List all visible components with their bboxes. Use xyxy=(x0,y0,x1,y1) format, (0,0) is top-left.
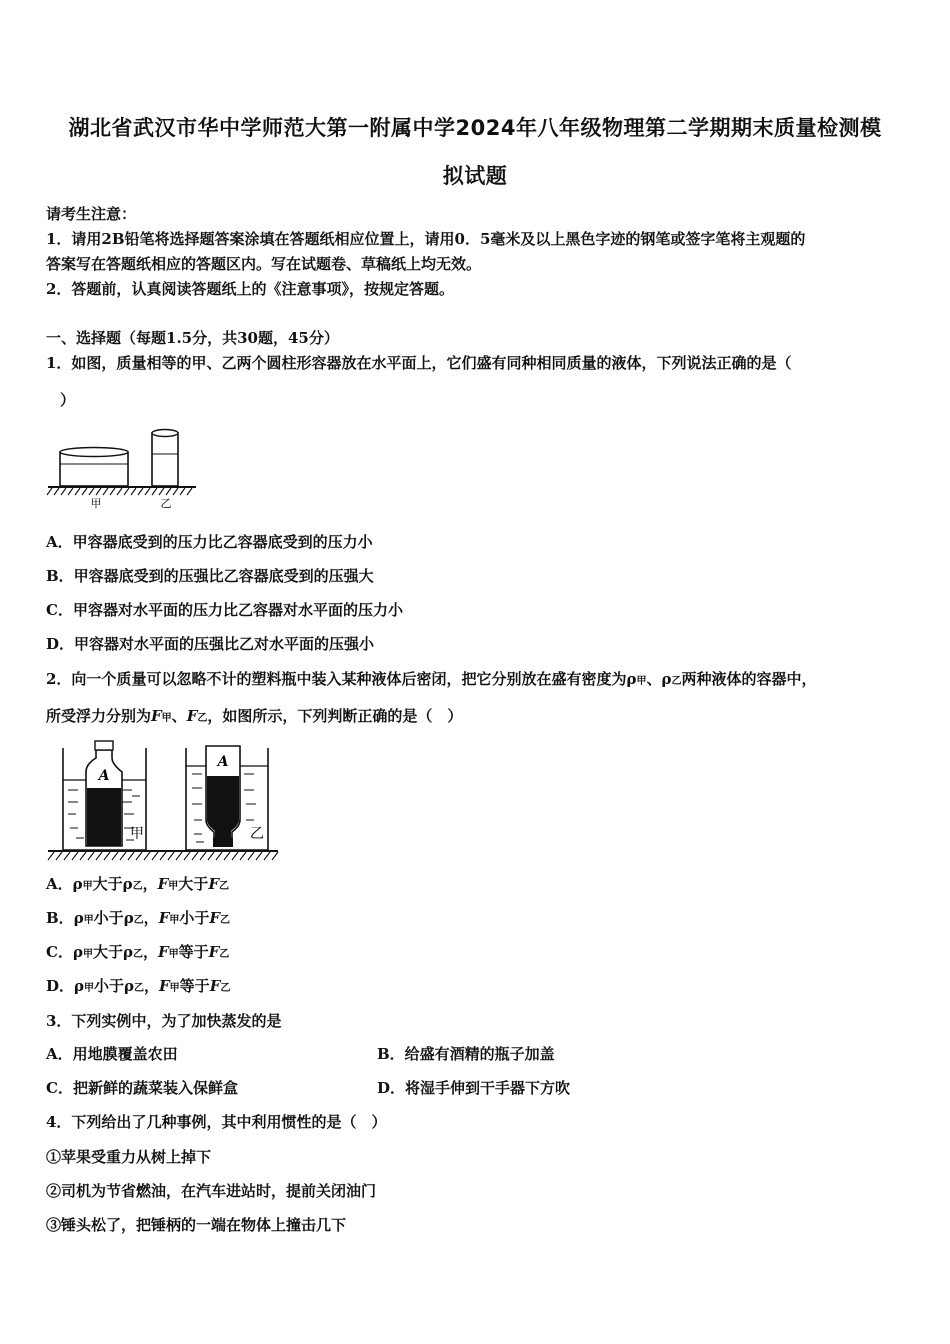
q4-item-1: ①苹果受重力从树上掉下 xyxy=(46,1148,212,1166)
q2-fig-label-yi: 乙 xyxy=(250,826,264,842)
q1-container-jia xyxy=(60,448,128,487)
q1-figure xyxy=(46,428,201,510)
q3-option-d: D．将湿手伸到干手器下方吹 xyxy=(377,1079,571,1097)
q3-option-c: C．把新鲜的蔬菜装入保鲜盒 xyxy=(46,1079,238,1097)
q4-item-2: ②司机为节省燃油，在汽车进站时，提前关闭油门 xyxy=(46,1182,377,1200)
q1-option-c: C．甲容器对水平面的压力比乙容器对水平面的压力小 xyxy=(46,601,403,619)
q2-bottle-jia xyxy=(86,741,122,846)
q1-stem-b: ） xyxy=(60,391,76,409)
q2-stem-a: 2．向一个质量可以忽略不计的塑料瓶中装入某种液体后密闭，把它分别放在盛有密度为ρ甲、ρ乙两种液体的容器中， xyxy=(46,670,817,688)
q1-ground xyxy=(47,487,196,495)
notice-item-1a: 1．请用2B铅笔将选择题答案涂填在答题纸相应位置上，请用0．5毫米及以上黑色字迹的钢笔或签字笔将主观题的 xyxy=(46,230,806,248)
q2-stem-b: 所受浮力分别为F甲、F乙，如图所示，下列判断正确的是（ ） xyxy=(46,707,463,725)
notice-heading: 请考生注意： xyxy=(46,205,137,223)
q2-option-c: C．ρ甲大于ρ乙，F甲等于F乙 xyxy=(46,943,230,961)
q2-option-b: B．ρ甲小于ρ乙，F甲小于F乙 xyxy=(46,909,231,927)
q3-option-b: B．给盛有酒精的瓶子加盖 xyxy=(377,1045,555,1063)
q1-option-a: A．甲容器底受到的压力比乙容器底受到的压力小 xyxy=(46,533,373,551)
notice-item-2: 2．答题前，认真阅读答题纸上的《注意事项》，按规定答题。 xyxy=(46,280,454,298)
exam-title-line1: 湖北省武汉市华中学师范大第一附属中学2024年八年级物理第二学期期末质量检测模 xyxy=(68,116,882,140)
section-heading: 一、选择题（每题1.5分，共30题，45分） xyxy=(46,329,339,347)
exam-title-line2: 拟试题 xyxy=(442,164,508,188)
q4-stem: 4．下列给出了几种事例，其中利用惯性的是（ ） xyxy=(46,1113,387,1131)
q1-container-yi xyxy=(152,430,178,487)
q2-option-d: D．ρ甲小于ρ乙，F甲等于F乙 xyxy=(46,977,231,995)
q2-option-a: A．ρ甲大于ρ乙，F甲大于F乙 xyxy=(46,875,229,893)
q2-bottle-label-yi: A xyxy=(217,754,229,770)
q2-ground xyxy=(48,851,278,860)
q2-bottle-yi xyxy=(206,746,240,847)
q1-fig-label-yi: 乙 xyxy=(160,497,172,510)
q1-fig-label-jia: 甲 xyxy=(90,497,102,510)
q2-fig-label-jia: 甲 xyxy=(130,826,144,842)
notice-item-1b: 答案写在答题纸相应的答题区内。写在试题卷、草稿纸上均无效。 xyxy=(46,255,482,273)
q2-bottle-label-jia: A xyxy=(98,768,110,784)
q1-option-d: D．甲容器对水平面的压强比乙对水平面的压强小 xyxy=(46,635,375,653)
q2-figure xyxy=(46,738,281,862)
q1-option-b: B．甲容器底受到的压强比乙容器底受到的压强大 xyxy=(46,567,374,585)
q4-item-3: ③锤头松了，把锤柄的一端在物体上撞击几下 xyxy=(46,1216,347,1234)
q1-stem-a: 1．如图，质量相等的甲、乙两个圆柱形容器放在水平面上，它们盛有同种相同质量的液体，下列说法正确的是（ xyxy=(46,354,792,372)
q3-stem: 3．下列实例中，为了加快蒸发的是 xyxy=(46,1012,282,1030)
q3-option-a: A．用地膜覆盖农田 xyxy=(46,1045,178,1063)
